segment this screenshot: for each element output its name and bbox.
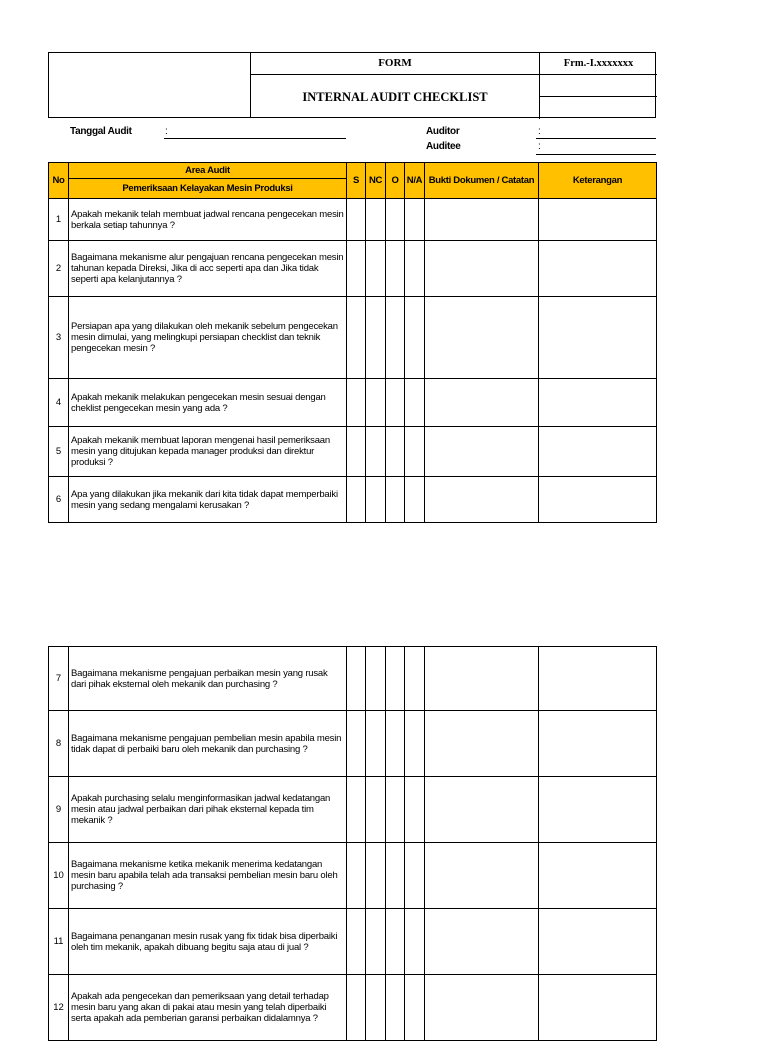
auditee-field[interactable] <box>536 154 656 155</box>
cell-na[interactable] <box>405 711 425 777</box>
cell-s[interactable] <box>347 647 366 711</box>
cell-nc[interactable] <box>366 843 386 909</box>
cell-keterangan[interactable] <box>539 241 657 297</box>
cell-nc[interactable] <box>366 477 386 523</box>
cell-o[interactable] <box>386 777 405 843</box>
cell-bukti[interactable] <box>425 241 539 297</box>
cell-o[interactable] <box>386 241 405 297</box>
auditee-colon: : <box>538 141 541 152</box>
table-row <box>49 777 657 843</box>
cell-bukti[interactable] <box>425 909 539 975</box>
header-o: O <box>386 163 405 199</box>
cell-na[interactable] <box>405 647 425 711</box>
form-code: Frm.-I.xxxxxxx <box>539 53 657 75</box>
cell-na[interactable] <box>405 379 425 427</box>
cell-bukti[interactable] <box>425 427 539 477</box>
table-row <box>49 909 657 975</box>
cell-keterangan[interactable] <box>539 843 657 909</box>
cell-s[interactable] <box>347 379 366 427</box>
cell-s[interactable] <box>347 975 366 1041</box>
cell-keterangan[interactable] <box>539 297 657 379</box>
auditor-colon: : <box>538 126 541 137</box>
cell-bukti[interactable] <box>425 777 539 843</box>
row-question: Bagaimana mekanisme pengajuan pembelian mesin apabila mesin tidak dapat di perbaiki baru oleh mekanik dan purchasing ? <box>69 711 347 777</box>
cell-bukti[interactable] <box>425 297 539 379</box>
cell-na[interactable] <box>405 843 425 909</box>
cell-o[interactable] <box>386 477 405 523</box>
cell-s[interactable] <box>347 199 366 241</box>
row-number: 10 <box>49 843 69 909</box>
cell-na[interactable] <box>405 241 425 297</box>
cell-na[interactable] <box>405 909 425 975</box>
cell-o[interactable] <box>386 647 405 711</box>
cell-bukti[interactable] <box>425 379 539 427</box>
table-row <box>49 711 657 777</box>
table-row <box>49 477 657 523</box>
row-question: Bagaimana penanganan mesin rusak yang fix tidak bisa diperbaiki oleh tim mekanik, apakah dibuang begitu saja atau di jual ? <box>69 909 347 975</box>
form-code-row-3 <box>539 97 657 119</box>
cell-o[interactable] <box>386 297 405 379</box>
header-no: No <box>49 163 69 199</box>
cell-nc[interactable] <box>366 241 386 297</box>
table-row <box>49 297 657 379</box>
cell-s[interactable] <box>347 843 366 909</box>
cell-bukti[interactable] <box>425 843 539 909</box>
cell-na[interactable] <box>405 975 425 1041</box>
cell-keterangan[interactable] <box>539 909 657 975</box>
form-label: FORM <box>251 53 539 75</box>
cell-s[interactable] <box>347 477 366 523</box>
cell-bukti[interactable] <box>425 975 539 1041</box>
cell-s[interactable] <box>347 297 366 379</box>
cell-o[interactable] <box>386 711 405 777</box>
cell-nc[interactable] <box>366 297 386 379</box>
checklist-table-1 <box>48 162 657 523</box>
cell-keterangan[interactable] <box>539 477 657 523</box>
row-question: Apakah mekanik telah membuat jadwal rencana pengecekan mesin berkala setiap tahunnya ? <box>69 199 347 241</box>
auditee-label: Auditee <box>426 141 461 152</box>
table-row <box>49 647 657 711</box>
cell-bukti[interactable] <box>425 199 539 241</box>
row-question: Persiapan apa yang dilakukan oleh mekanik sebelum pengecekan mesin dimulai, yang melingkupi persiapan checklist dan teknik pengecekan mesin ? <box>69 297 347 379</box>
cell-keterangan[interactable] <box>539 647 657 711</box>
checklist-table-2 <box>48 646 657 1041</box>
cell-s[interactable] <box>347 909 366 975</box>
cell-keterangan[interactable] <box>539 711 657 777</box>
row-question: Bagaimana mekanisme alur pengajuan rencana pengecekan mesin tahunan kepada Direksi, Jika di acc seperti apa dan Jika tidak seperti apa kelanjutannya ? <box>69 241 347 297</box>
logo-cell <box>49 53 251 117</box>
cell-na[interactable] <box>405 199 425 241</box>
table-row <box>49 241 657 297</box>
row-question: Bagaimana mekanisme pengajuan perbaikan mesin yang rusak dari pihak eksternal oleh mekanik dan purchasing ? <box>69 647 347 711</box>
row-number: 2 <box>49 241 69 297</box>
row-number: 11 <box>49 909 69 975</box>
cell-keterangan[interactable] <box>539 427 657 477</box>
form-code-row-2 <box>539 75 657 97</box>
row-question: Apakah mekanik melakukan pengecekan mesin sesuai dengan cheklist pengecekan mesin yang ada ? <box>69 379 347 427</box>
auditor-field[interactable] <box>536 138 656 139</box>
cell-nc[interactable] <box>366 427 386 477</box>
table-row <box>49 199 657 241</box>
tanggal-audit-label: Tanggal Audit <box>70 126 132 137</box>
cell-nc[interactable] <box>366 975 386 1041</box>
cell-na[interactable] <box>405 777 425 843</box>
header-s: S <box>347 163 366 199</box>
header-na: N/A <box>405 163 425 199</box>
cell-nc[interactable] <box>366 909 386 975</box>
cell-bukti[interactable] <box>425 647 539 711</box>
tanggal-colon: : <box>165 126 168 137</box>
cell-s[interactable] <box>347 241 366 297</box>
row-number: 12 <box>49 975 69 1041</box>
cell-nc[interactable] <box>366 199 386 241</box>
header-keterangan: Keterangan <box>539 163 657 199</box>
cell-s[interactable] <box>347 427 366 477</box>
header-subarea: Pemeriksaan Kelayakan Mesin Produksi <box>69 179 347 199</box>
cell-nc[interactable] <box>366 711 386 777</box>
row-question: Apakah ada pengecekan dan pemeriksaan yang detail terhadap mesin baru yang akan di pakai atau mesin yang telah diperbaiki serta apakah ada pemberian garansi perbaikan didalamnya ? <box>69 975 347 1041</box>
cell-o[interactable] <box>386 909 405 975</box>
row-number: 8 <box>49 711 69 777</box>
form-header-box <box>48 52 656 118</box>
cell-nc[interactable] <box>366 647 386 711</box>
cell-keterangan[interactable] <box>539 777 657 843</box>
form-title: INTERNAL AUDIT CHECKLIST <box>302 90 488 104</box>
cell-nc[interactable] <box>366 777 386 843</box>
row-question: Apakah mekanik membuat laporan mengenai hasil pemeriksaan mesin yang ditujukan kepada manager produksi dan direktur produksi ? <box>69 427 347 477</box>
cell-keterangan[interactable] <box>539 975 657 1041</box>
cell-keterangan[interactable] <box>539 199 657 241</box>
cell-s[interactable] <box>347 711 366 777</box>
cell-keterangan[interactable] <box>539 379 657 427</box>
row-number: 6 <box>49 477 69 523</box>
cell-na[interactable] <box>405 427 425 477</box>
cell-o[interactable] <box>386 427 405 477</box>
cell-o[interactable] <box>386 975 405 1041</box>
row-number: 1 <box>49 199 69 241</box>
row-question: Apakah purchasing selalu menginformasikan jadwal kedatangan mesin atau jadwal perbaikan dari pihak eksternal kepada tim mekanik ? <box>69 777 347 843</box>
row-question: Apa yang dilakukan jika mekanik dari kita tidak dapat memperbaiki mesin yang sedang mengalami kerusakan ? <box>69 477 347 523</box>
tanggal-audit-field[interactable] <box>164 138 346 139</box>
auditor-label: Auditor <box>426 126 460 137</box>
table-row <box>49 843 657 909</box>
cell-s[interactable] <box>347 777 366 843</box>
row-number: 9 <box>49 777 69 843</box>
cell-nc[interactable] <box>366 379 386 427</box>
row-number: 4 <box>49 379 69 427</box>
table-row <box>49 379 657 427</box>
cell-na[interactable] <box>405 477 425 523</box>
header-area-audit: Area Audit <box>69 163 347 179</box>
header-bukti: Bukti Dokumen / Catatan <box>425 163 539 199</box>
cell-o[interactable] <box>386 843 405 909</box>
row-number: 3 <box>49 297 69 379</box>
row-number: 7 <box>49 647 69 711</box>
table-row <box>49 427 657 477</box>
row-question: Bagaimana mekanisme ketika mekanik menerima kedatangan mesin baru apabila telah ada transaksi pembelian mesin baru oleh purchasing ? <box>69 843 347 909</box>
cell-o[interactable] <box>386 199 405 241</box>
cell-na[interactable] <box>405 297 425 379</box>
row-number: 5 <box>49 427 69 477</box>
cell-o[interactable] <box>386 379 405 427</box>
cell-bukti[interactable] <box>425 477 539 523</box>
header-nc: NC <box>366 163 386 199</box>
table-row <box>49 975 657 1041</box>
cell-bukti[interactable] <box>425 711 539 777</box>
